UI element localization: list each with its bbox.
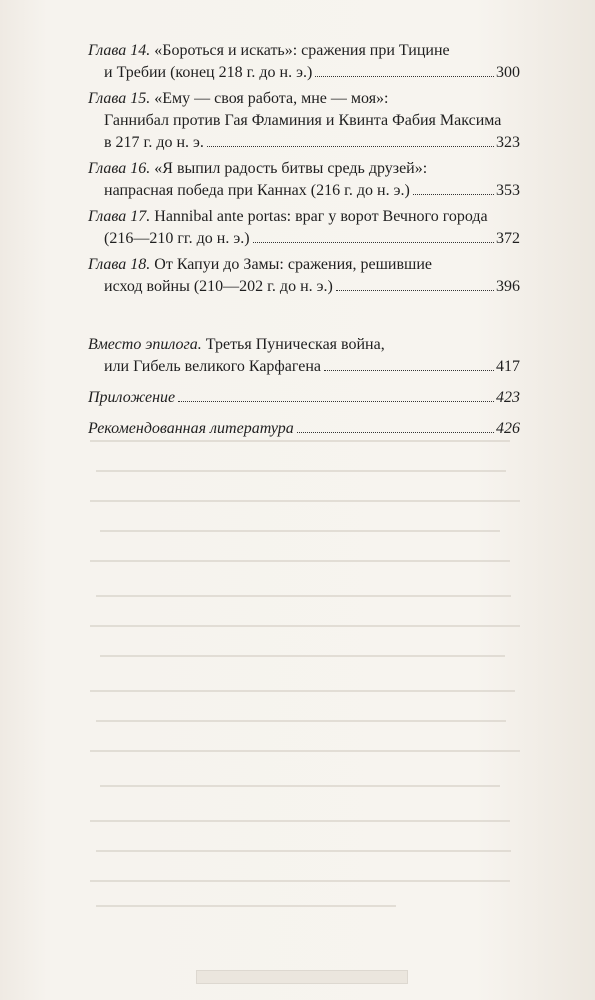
chapter-title-line: «Ему — своя работа, мне — моя»: — [154, 90, 389, 107]
faded-footer-ornament — [196, 970, 408, 984]
page-number: 323 — [496, 134, 520, 151]
table-of-contents — [88, 40, 520, 440]
chapter-label: Глава 16. — [88, 160, 151, 177]
chapter-title-line: Hannibal ante portas: враг у ворот Вечного города — [154, 208, 488, 225]
toc-entry-recommended-literature[interactable] — [88, 418, 520, 440]
page-number: 353 — [496, 182, 520, 199]
chapter-label: Глава 14. — [88, 42, 151, 59]
page-number: 372 — [496, 230, 520, 247]
dot-leader — [297, 432, 494, 433]
dot-leader — [315, 76, 494, 77]
chapter-title-last-line: напрасная победа при Каннах (216 г. до н. э.) — [104, 182, 410, 199]
dot-leader — [413, 194, 494, 195]
chapter-title-last-line: в 217 г. до н. э. — [104, 134, 204, 151]
chapter-title-line: «Я выпил радость битвы средь друзей»: — [154, 160, 428, 177]
toc-entry-epilogue[interactable] — [88, 334, 520, 378]
page-number: 426 — [496, 420, 520, 437]
section-label: Рекомендованная литература — [88, 420, 294, 437]
chapter-title-line: Ганнибал против Гая Фламиния и Квинта Фабия Максима — [104, 112, 502, 129]
toc-entry-appendix[interactable] — [88, 387, 520, 409]
page-number: 423 — [496, 389, 520, 406]
section-label: Приложение — [88, 389, 176, 406]
chapter-label: Глава 17. — [88, 208, 151, 225]
dot-leader — [324, 370, 494, 371]
page-number: 417 — [496, 358, 520, 375]
page-number: 300 — [496, 64, 520, 81]
toc-entry-chapter-14[interactable] — [88, 40, 520, 84]
section-title-last-line: или Гибель великого Карфагена — [104, 358, 322, 375]
page-number: 396 — [496, 278, 520, 295]
dot-leader — [336, 290, 494, 291]
section-title-line: Третья Пуническая война, — [205, 336, 385, 353]
section-label: Вместо эпилога. — [88, 336, 202, 353]
dot-leader — [178, 401, 494, 402]
toc-entry-chapter-17[interactable] — [88, 206, 520, 250]
chapter-title-line: «Бороться и искать»: сражения при Тицине — [154, 42, 450, 59]
chapter-label: Глава 15. — [88, 90, 151, 107]
chapter-title-last-line: исход войны (210—202 г. до н. э.) — [104, 278, 333, 295]
toc-entry-chapter-15[interactable] — [88, 88, 520, 154]
toc-entry-chapter-18[interactable] — [88, 254, 520, 298]
toc-entry-chapter-16[interactable] — [88, 158, 520, 202]
dot-leader — [207, 146, 494, 147]
dot-leader — [253, 242, 494, 243]
chapter-title-last-line: и Требии (конец 218 г. до н. э.) — [104, 64, 313, 81]
chapter-title-last-line: (216—210 гг. до н. э.) — [104, 230, 250, 247]
chapter-label: Глава 18. — [88, 256, 151, 273]
chapter-title-line: От Капуи до Замы: сражения, решившие — [154, 256, 433, 273]
